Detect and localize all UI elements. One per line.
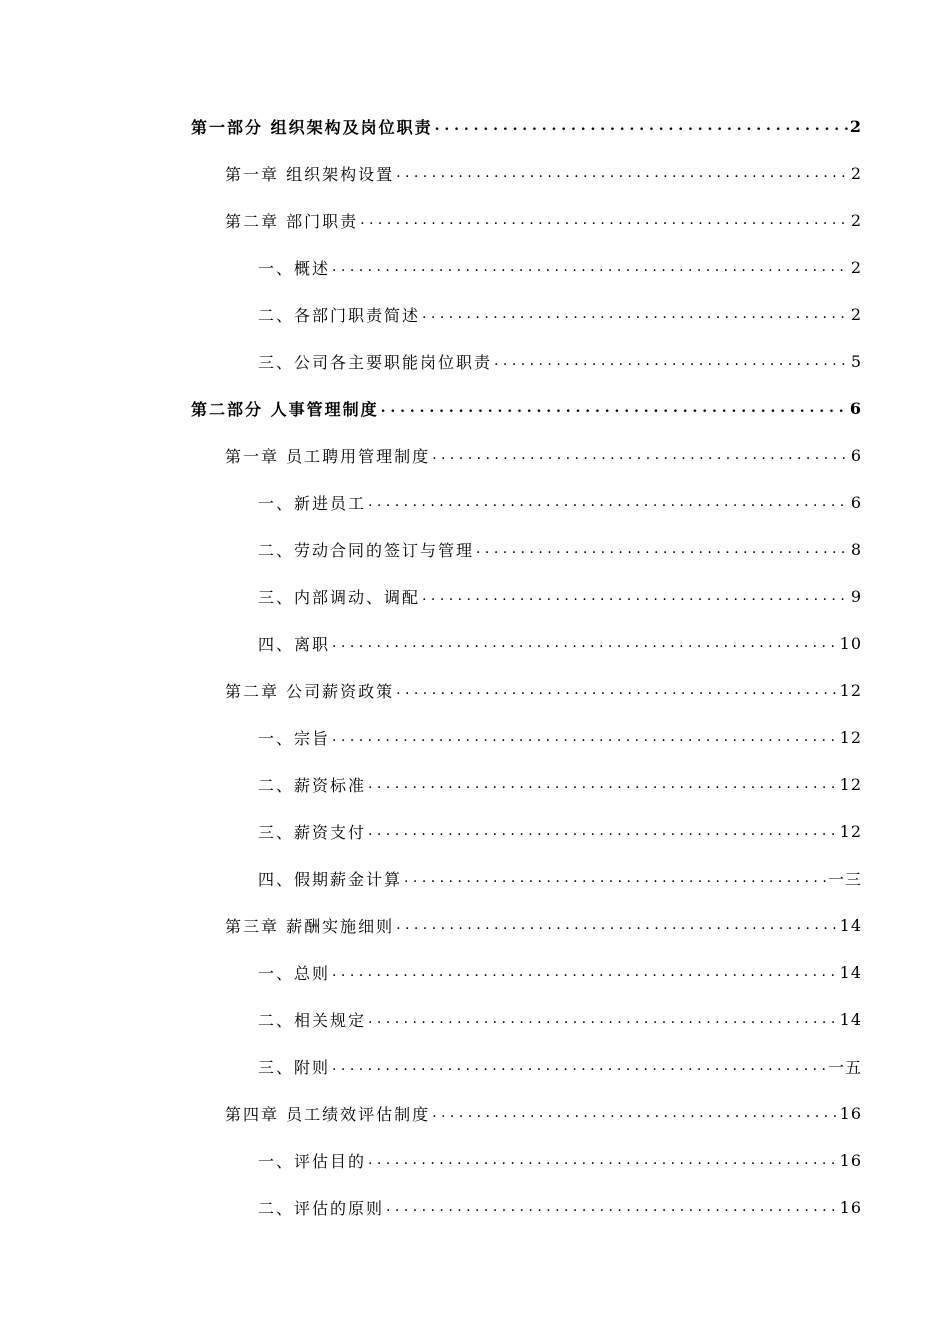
toc-entry-title: 一、评估目的 (258, 1152, 367, 1171)
toc-entry-page-number: 8 (850, 540, 862, 559)
toc-dot-leader (386, 1198, 838, 1218)
toc-entry-title: 二、薪资标准 (258, 776, 367, 795)
toc-entry[interactable] (0, 761, 950, 808)
toc-entry-title: 三、薪资支付 (258, 823, 367, 842)
toc-entry-title: 第四章 员工绩效评估制度 (225, 1105, 431, 1124)
toc-entry-title: 第二章 公司薪资政策 (225, 682, 395, 701)
toc-entry-page-number: 14 (839, 963, 862, 982)
toc-entry-page-number: 2 (850, 211, 862, 230)
toc-entry[interactable] (0, 103, 950, 150)
toc-dot-leader (396, 681, 838, 701)
toc-entry-title: 第二章 部门职责 (225, 212, 359, 231)
toc-entry-title: 三、内部调动、调配 (258, 588, 421, 607)
toc-dot-leader (332, 963, 838, 983)
toc-entry[interactable] (0, 432, 950, 479)
toc-entry-title: 四、假期薪金计算 (258, 870, 403, 889)
toc-entry[interactable] (0, 244, 950, 291)
toc-dot-leader (332, 258, 849, 278)
toc-entry[interactable] (0, 808, 950, 855)
toc-dot-leader (368, 1151, 838, 1171)
toc-entry-title: 二、评估的原则 (258, 1199, 385, 1218)
toc-entry-title: 一、宗旨 (258, 729, 331, 748)
toc-entry[interactable] (0, 714, 950, 761)
toc-dot-leader (432, 1104, 838, 1124)
toc-entry-title: 一、概述 (258, 259, 331, 278)
toc-entry[interactable] (0, 620, 950, 667)
toc-entry-page-number: 5 (850, 352, 862, 371)
toc-entry-title: 二、劳动合同的签订与管理 (258, 541, 475, 560)
toc-entry-page-number: 一五 (827, 1058, 862, 1077)
toc-entry-page-number: 12 (839, 681, 862, 700)
toc-entry-page-number: 10 (839, 634, 862, 653)
toc-entry-title: 一、新进员工 (258, 494, 367, 513)
toc-entry-page-number: 6 (850, 493, 862, 512)
toc-dot-leader (476, 540, 849, 560)
toc-entry-title: 第一章 员工聘用管理制度 (225, 447, 431, 466)
toc-entry-title: 一、总则 (258, 964, 331, 983)
toc-dot-leader (422, 305, 849, 325)
toc-entry-page-number: 2 (850, 305, 862, 324)
toc-entry-page-number: 14 (839, 916, 862, 935)
toc-entry[interactable] (0, 197, 950, 244)
toc-entry[interactable] (0, 385, 950, 432)
toc-entry[interactable] (0, 902, 950, 949)
toc-entry[interactable] (0, 338, 950, 385)
toc-dot-leader (368, 822, 838, 842)
toc-entry-page-number: 12 (839, 728, 862, 747)
toc-dot-leader (396, 164, 849, 184)
toc-entry[interactable] (0, 1184, 950, 1231)
toc-entry-page-number: 2 (849, 117, 862, 136)
toc-entry-page-number: 2 (850, 164, 862, 183)
toc-entry[interactable] (0, 1090, 950, 1137)
toc-entry[interactable] (0, 150, 950, 197)
toc-entry-title: 第一部分 组织架构及岗位职责 (191, 118, 433, 137)
toc-entry-title: 三、公司各主要职能岗位职责 (258, 353, 493, 372)
toc-dot-leader (368, 493, 849, 513)
toc-entry[interactable] (0, 291, 950, 338)
toc-entry[interactable] (0, 996, 950, 1043)
toc-entry-page-number: 12 (839, 775, 862, 794)
toc-dot-leader (332, 1057, 826, 1077)
toc-entry-page-number: 9 (850, 587, 862, 606)
toc-entry-page-number: 6 (849, 399, 862, 418)
toc-dot-leader (422, 587, 849, 607)
toc-dot-leader (360, 211, 849, 231)
table-of-contents (0, 103, 950, 1231)
toc-entry-page-number: 一三 (827, 870, 862, 889)
toc-entry-title: 二、各部门职责简述 (258, 306, 421, 325)
toc-entry[interactable] (0, 1043, 950, 1090)
toc-entry-page-number: 16 (839, 1151, 862, 1170)
toc-entry[interactable] (0, 1137, 950, 1184)
toc-entry[interactable] (0, 526, 950, 573)
toc-entry[interactable] (0, 855, 950, 902)
toc-dot-leader (368, 1010, 838, 1030)
toc-entry-title: 第一章 组织架构设置 (225, 165, 395, 184)
toc-entry-title: 二、相关规定 (258, 1011, 367, 1030)
toc-entry-title: 四、离职 (258, 635, 331, 654)
toc-entry-page-number: 16 (839, 1104, 862, 1123)
toc-entry-page-number: 2 (850, 258, 862, 277)
toc-dot-leader (494, 352, 849, 372)
toc-entry-page-number: 14 (839, 1010, 862, 1029)
toc-dot-leader (332, 728, 838, 748)
toc-entry-title: 第二部分 人事管理制度 (191, 400, 379, 419)
toc-entry-page-number: 12 (839, 822, 862, 841)
toc-entry-title: 三、附则 (258, 1058, 331, 1077)
toc-entry[interactable] (0, 573, 950, 620)
toc-dot-leader (332, 634, 838, 654)
toc-dot-leader (432, 446, 849, 466)
toc-entry[interactable] (0, 667, 950, 714)
toc-entry-page-number: 16 (839, 1198, 862, 1217)
toc-dot-leader (404, 869, 826, 889)
toc-dot-leader (381, 399, 848, 419)
toc-entry-page-number: 6 (850, 446, 862, 465)
toc-dot-leader (368, 775, 838, 795)
toc-entry[interactable] (0, 479, 950, 526)
toc-dot-leader (435, 117, 848, 137)
toc-dot-leader (396, 916, 838, 936)
toc-entry-title: 第三章 薪酬实施细则 (225, 917, 395, 936)
toc-entry[interactable] (0, 949, 950, 996)
